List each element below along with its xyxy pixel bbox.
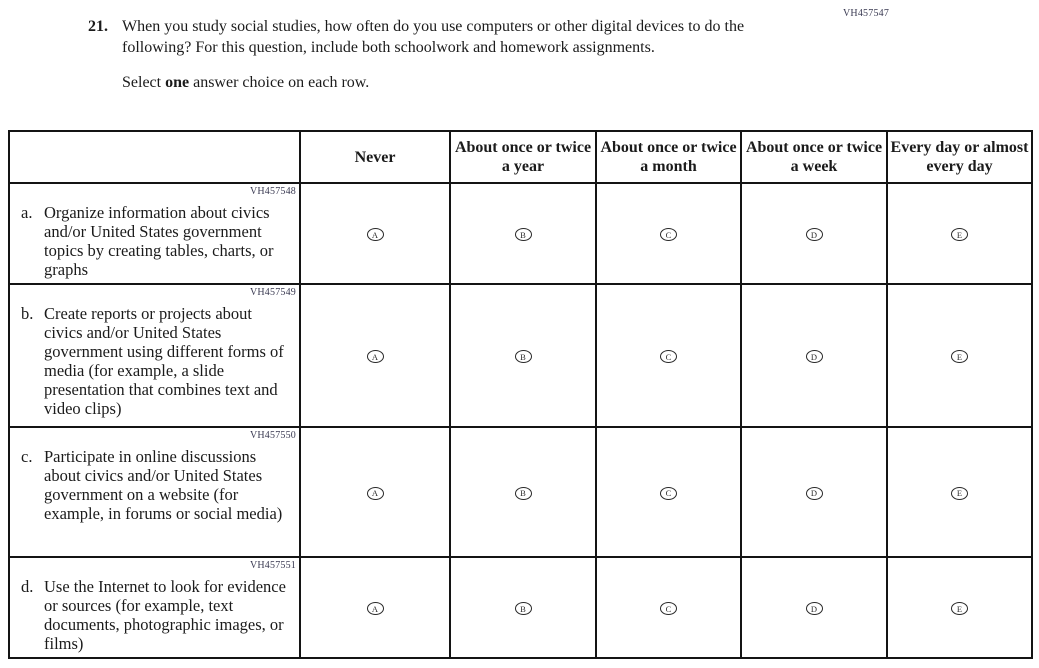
row-b-bubble-d[interactable]: D (806, 350, 823, 363)
row-c-cell-never (300, 427, 450, 557)
instruction-bold-word: one (165, 74, 190, 91)
row-c-prompt-cell (9, 427, 300, 557)
row-c-accession-code: VH457550 (249, 430, 296, 441)
row-b-text: Create reports or projects about civics and/or United States government using different forms of media (for example, a slide presentation that combines text and video clips) (44, 304, 284, 418)
row-a-cell-twice-a-week (741, 183, 887, 284)
header-cell-twice-a-year: About once or twice a year (450, 131, 596, 183)
row-d-cell-twice-a-year (450, 557, 596, 658)
table-row-c (9, 427, 1032, 557)
header-cell-twice-a-month: About once or twice a month (596, 131, 741, 183)
question-instruction (122, 72, 782, 93)
header-row (9, 131, 1032, 183)
row-d-bubble-e[interactable]: E (951, 602, 968, 615)
row-b-accession-code: VH457549 (249, 287, 296, 298)
row-b-bubble-c[interactable]: C (660, 350, 677, 363)
row-c-letter: c. (21, 447, 33, 466)
row-d-prompt-cell (9, 557, 300, 658)
row-c-bubble-e[interactable]: E (951, 487, 968, 500)
header-cell-every-day: Every day or almost every day (887, 131, 1032, 183)
row-b-cell-twice-a-month (596, 284, 741, 427)
row-b-cell-twice-a-week (741, 284, 887, 427)
question-number: 21. (88, 18, 108, 35)
row-c-bubble-b[interactable]: B (515, 487, 532, 500)
row-d-cell-twice-a-week (741, 557, 887, 658)
row-b-bubble-b[interactable]: B (515, 350, 532, 363)
question-block (88, 16, 828, 93)
row-c-cell-twice-a-year (450, 427, 596, 557)
row-a-cell-every-day (887, 183, 1032, 284)
row-a-bubble-b[interactable]: B (515, 228, 532, 241)
header-cell-twice-a-week: About once or twice a week (741, 131, 887, 183)
row-a-cell-twice-a-year (450, 183, 596, 284)
row-a-prompt-cell (9, 183, 300, 284)
row-d-text: Use the Internet to look for evidence or sources (for example, text documents, photographic images, or films) (44, 577, 286, 653)
row-a-bubble-a[interactable]: A (367, 228, 384, 241)
row-d-bubble-a[interactable]: A (367, 602, 384, 615)
row-b-bubble-e[interactable]: E (951, 350, 968, 363)
row-a-letter: a. (21, 203, 33, 222)
row-d-cell-every-day (887, 557, 1032, 658)
header-cell-never: Never (300, 131, 450, 183)
row-c-bubble-d[interactable]: D (806, 487, 823, 500)
row-a-cell-never (300, 183, 450, 284)
row-d-cell-twice-a-month (596, 557, 741, 658)
row-b-cell-every-day (887, 284, 1032, 427)
table-row-b (9, 284, 1032, 427)
row-a-cell-twice-a-month (596, 183, 741, 284)
page-accession-code: VH457547 (843, 8, 890, 19)
row-b-cell-twice-a-year (450, 284, 596, 427)
table-row-d (9, 557, 1032, 658)
row-d-bubble-c[interactable]: C (660, 602, 677, 615)
response-matrix-table (8, 130, 1033, 659)
row-b-letter: b. (21, 304, 34, 323)
row-d-bubble-b[interactable]: B (515, 602, 532, 615)
row-c-bubble-a[interactable]: A (367, 487, 384, 500)
row-d-accession-code: VH457551 (249, 560, 296, 571)
row-c-cell-twice-a-month (596, 427, 741, 557)
row-c-text: Participate in online discussions about civics and/or United States government on a website (for example, in forums or social media) (44, 447, 283, 523)
row-a-text: Organize information about civics and/or United States government topics by creating tables, charts, or graphs (44, 203, 274, 279)
row-b-cell-never (300, 284, 450, 427)
row-d-letter: d. (21, 577, 34, 596)
row-b-prompt-cell (9, 284, 300, 427)
row-a-bubble-e[interactable]: E (951, 228, 968, 241)
row-a-bubble-c[interactable]: C (660, 228, 677, 241)
row-c-bubble-c[interactable]: C (660, 487, 677, 500)
row-c-cell-twice-a-week (741, 427, 887, 557)
header-cell-empty (9, 131, 300, 183)
question-text: When you study social studies, how often do you use computers or other digital devices to do the following? For this question, include both schoolwork and homework assignments. (122, 18, 745, 56)
row-d-bubble-d[interactable]: D (806, 602, 823, 615)
row-a-bubble-d[interactable]: D (806, 228, 823, 241)
instruction-prefix: Select (122, 74, 166, 91)
table-row-a (9, 183, 1032, 284)
row-c-cell-every-day (887, 427, 1032, 557)
row-b-bubble-a[interactable]: A (367, 350, 384, 363)
row-a-accession-code: VH457548 (249, 186, 296, 197)
instruction-suffix: answer choice on each row. (189, 74, 370, 91)
row-d-cell-never (300, 557, 450, 658)
